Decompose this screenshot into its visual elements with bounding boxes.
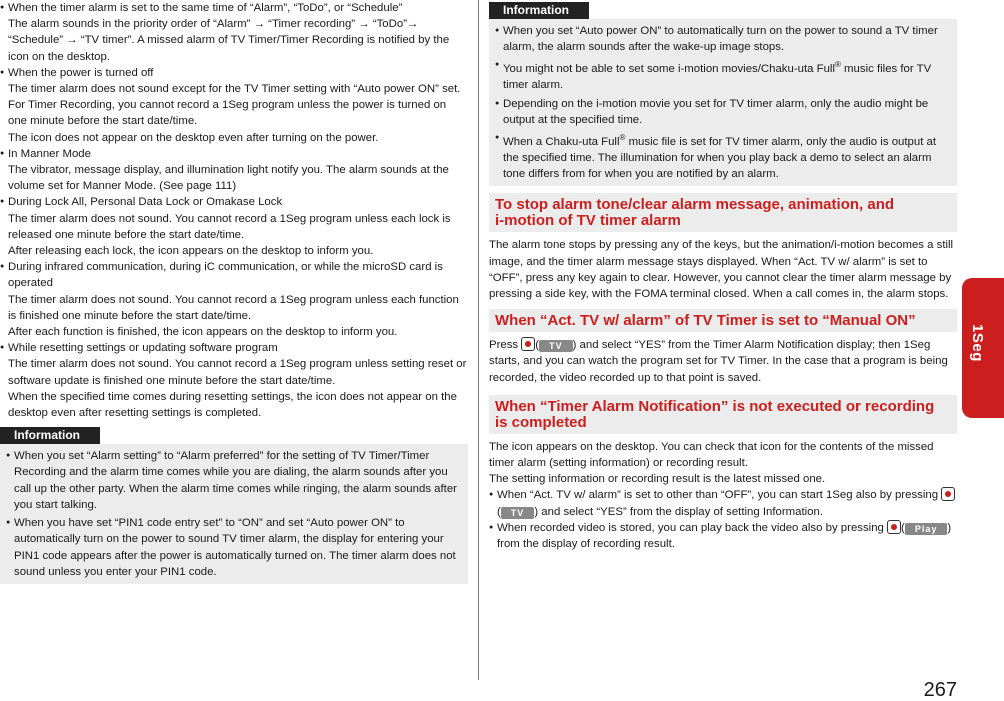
tv-softkey-icon: TV — [501, 507, 535, 519]
right-column — [489, 0, 957, 552]
text: The timer alarm does not sound. You cannot record a 1Seg program unless each lock is released one minute before the start date/time. — [8, 212, 451, 241]
bullet-power-off: ● When the power is turned off — [0, 65, 468, 81]
text: After releasing each lock, the icon appears on the desktop to inform you. — [8, 245, 374, 258]
info-item: ● Depending on the i-motion movie you set for TV timer alarm, only the audio might be output at the specified time. — [495, 96, 951, 128]
column-divider — [478, 0, 479, 680]
text: ( — [535, 339, 540, 352]
section-heading-stop-alarm — [489, 193, 957, 232]
side-tab — [962, 278, 1004, 418]
center-key-icon — [941, 487, 955, 501]
bullet-infrared: ● During infrared communication, during iC communication, or while the microSD card is operated — [0, 259, 468, 291]
info-item: ● When you have set “PIN1 code entry set” to “ON” and set “Auto power ON” to automatically turn on the power to sound TV timer alarm, the display for entering your PIN1 code appears after the power is automatically turned on. The timer alarm does not sound unless you enter your PIN1 code. — [6, 515, 462, 580]
text: ) from the display of recording result. — [497, 521, 952, 551]
center-key-icon — [521, 337, 535, 351]
registered-mark: ® — [619, 133, 626, 143]
text: When “Act. TV w/ alarm” is set to other than “OFF”, you can start 1Seg also by pressing — [497, 489, 942, 502]
text: music file is set for TV timer alarm, only the audio is output at the specified time. The illumination for when you play back a demo to select an alarm tone differs from for when you are notified by an alarm. — [503, 135, 937, 181]
bullet-alarm-same-time: ● When the timer alarm is set to the same time of “Alarm”, “ToDo”, or “Schedule” — [0, 0, 468, 16]
section-body: The setting information or recording result is the latest missed one. — [489, 473, 826, 486]
text: When recorded video is stored, you can play back the video also by pressing — [497, 521, 888, 534]
registered-mark: ® — [834, 60, 841, 70]
information-box — [0, 444, 468, 584]
text: ) and select “YES” from the display of setting Information. — [534, 505, 824, 518]
text: ) and select “YES” from the Timer Alarm Notification display; then 1Seg starts, and you can watch the program set for TV Timer. In the case that a program is being recorded, the video recorded up to that point is saved. — [489, 339, 948, 384]
bullet-manner-mode: ● In Manner Mode — [0, 146, 468, 162]
side-tab-label: 1Seg — [969, 324, 986, 362]
heading-line: To stop alarm tone/clear alarm message, animation, and — [495, 196, 895, 214]
heading-line: When “Timer Alarm Notification” is not executed or recording — [495, 397, 935, 415]
text: ( — [497, 505, 501, 518]
information-label: Information — [489, 2, 589, 19]
info-item — [495, 57, 951, 93]
info-item: ● When you set “Alarm setting” to “Alarm preferred” for the setting of TV Timer/Timer Recording and the alarm time comes while you are dialing, the alarm sounds after you call up the other party. When the alarm time comes while ringing, the alarm sounds after you start talking. — [6, 448, 462, 513]
text: The timer alarm does not sound except for the TV Timer setting with “Auto power ON” set. For Timer Recording, you cannot record a 1Seg program unless the power is turned on one minute before the start date/time. — [8, 83, 461, 128]
info-item — [495, 130, 951, 182]
heading-line: is completed — [495, 413, 587, 431]
text: ( — [901, 521, 905, 534]
left-column — [0, 0, 468, 584]
text: The vibrator, message display, and illumination light notify you. The alarm sounds at the volume set for Manner Mode. (See page 111) — [8, 164, 449, 193]
text: When the specified time comes during resetting settings, the icon does not appear on the desktop even after resetting settings is completed. — [8, 390, 457, 420]
section-body — [489, 337, 957, 386]
center-key-icon — [887, 520, 901, 534]
text: Press — [489, 339, 522, 352]
info-item: ● When you set “Auto power ON” to automatically turn on the power to sound a TV timer alarm, the alarm sounds after the wake-up image stops. — [495, 23, 951, 55]
heading-line: i-motion of TV timer alarm — [495, 212, 681, 230]
page-number: 267 — [923, 679, 957, 701]
section-heading-manual-on: When “Act. TV w/ alarm” of TV Timer is set to “Manual ON” — [489, 309, 957, 332]
bullet — [489, 487, 957, 519]
section-heading-not-executed — [489, 395, 957, 434]
text: After each function is finished, the icon appears on the desktop to inform you. — [8, 326, 398, 339]
text: The icon does not appear on the desktop even after turning on the power. — [8, 131, 379, 144]
bullet-resetting: ● While resetting settings or updating software program — [0, 340, 468, 356]
bullet-lock: ● During Lock All, Personal Data Lock or Omakase Lock — [0, 194, 468, 210]
text: You might not be able to set some i-motion movies/Chaku-uta Full — [503, 63, 835, 76]
information-label: Information — [0, 427, 100, 444]
text: The alarm sounds in the priority order of “Alarm” → “Timer recording” → “ToDo”→ “Schedule” → “TV timer”. A missed alarm of TV Timer/Timer Recording is notified by the icon on the desktop. — [8, 18, 450, 63]
play-softkey-icon: Play — [905, 523, 948, 535]
bullet — [489, 520, 957, 552]
section-body: The alarm tone stops by pressing any of the keys, but the animation/i-motion becomes a still image, and the timer alarm message stays displayed. When “Act. TV w/ alarm” is set to “OFF”, press any key again to clear. However, you cannot clear the timer alarm message by pressing a side key, with the FOMA terminal closed. When a call comes in, the alarm stops. — [489, 239, 954, 301]
information-box — [489, 19, 957, 186]
section-body: The icon appears on the desktop. You can check that icon for the contents of the missed timer alarm (setting information) or recording result. — [489, 440, 934, 470]
text: music files for TV timer alarm. — [503, 63, 932, 92]
tv-softkey-icon: TV — [539, 340, 573, 352]
text: The timer alarm does not sound. You cannot record a 1Seg program unless setting reset or software update is finished one minute before the start date/time. — [8, 358, 467, 387]
text: The timer alarm does not sound. You cannot record a 1Seg program unless each function is finished one minute before the start date/time. — [8, 293, 459, 322]
text: When a Chaku-uta Full — [503, 135, 620, 148]
